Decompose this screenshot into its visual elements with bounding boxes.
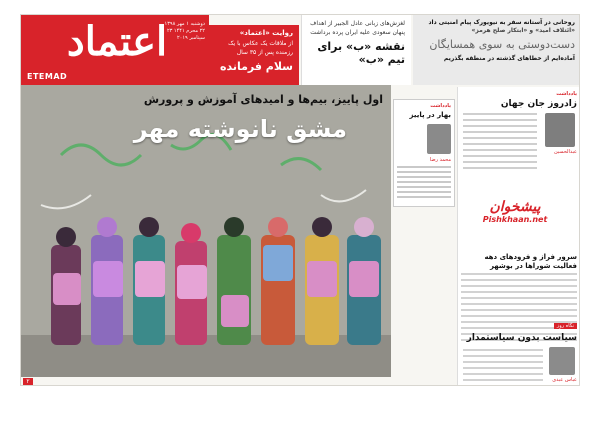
page-number: ۲ [23, 378, 33, 386]
mid-tag: یادداشت [430, 103, 451, 109]
mid-author: محمد رضا [429, 157, 451, 163]
mid-body-text [397, 166, 451, 198]
teaser-white-sub: لغزش‌های زبانی عادل الجبیر از اهداف پنهان سعودی علیه ایران پرده برداشت [310, 20, 405, 36]
right-body-text [463, 113, 537, 173]
lead-right-foot: آماده‌ایم از خطاهای گذشته در منطقه بگذریم [443, 55, 575, 62]
teaser-red-sub: از ملاقات یک عکاس با یک رزمنده پس از ۳۵ سال [228, 40, 293, 56]
watermark [457, 199, 573, 224]
right-bottom-body [463, 349, 543, 385]
mid-column-note [393, 99, 455, 207]
teaser-red-kicker: روایت «اعتماد» [239, 29, 293, 37]
watermark-fa: پیشخوان [489, 199, 541, 215]
right-tag: یادداشت [556, 91, 577, 97]
right-portrait [545, 113, 575, 147]
right-mid-headline: سرور فراز و فرودهای دهه فعالیت شوراها در بوشهر [484, 253, 577, 270]
teaser-white [301, 15, 411, 85]
teaser-white-headline: نقشه «ب» برای تیم «ب» [317, 40, 405, 66]
watermark-en: Pishkhaan.net [482, 215, 548, 224]
main-story-headline: مشق نانوشته مهر [133, 115, 347, 143]
right-bottom-headline: سیاست بدون سیاستمدار [466, 333, 577, 343]
lead-right-sub1: روحانی در آستانه سفر به نیویورک پیام امنیتی داد [428, 19, 575, 26]
lead-right-headline: دست‌دوستی به سوی همسایگان [429, 38, 575, 51]
masthead-logo [21, 15, 209, 85]
right-bottom-portrait [549, 347, 575, 375]
lead-story-right [413, 15, 580, 85]
photo-caption-bar [21, 377, 391, 386]
masthead-date: دوشنبه ۱ مهر ۱۳۹۸ ۲۲ محرم ۱۴۴۱ ۲۳ سپتامبر ۲۰۱۹ [164, 21, 205, 41]
main-photo [21, 85, 391, 386]
right-tag-2: نگاه روز [554, 323, 577, 329]
newspaper-front-page [20, 14, 580, 386]
teaser-red-headline: سلام فرمانده [219, 60, 293, 73]
teaser-red [209, 25, 299, 85]
right-column [457, 87, 580, 386]
mid-headline: بهار در پاییز [409, 111, 451, 119]
right-bottom-byline: عباس عبدی [552, 377, 577, 383]
main-story-supertitle: اول پاییز، بیم‌ها و امیدهای آموزش و پرورش [143, 93, 383, 106]
author-portrait [427, 124, 451, 154]
logo-wordmark: اعتماد [66, 18, 168, 65]
right-headline: زادروز جان جهان [500, 99, 577, 109]
logo-english: ETEMAD [27, 72, 68, 81]
right-byline: عبدالحسین [553, 149, 577, 155]
lead-right-sub2: «ائتلاف امید» و «ابتکار صلح هرمز» [471, 27, 575, 34]
